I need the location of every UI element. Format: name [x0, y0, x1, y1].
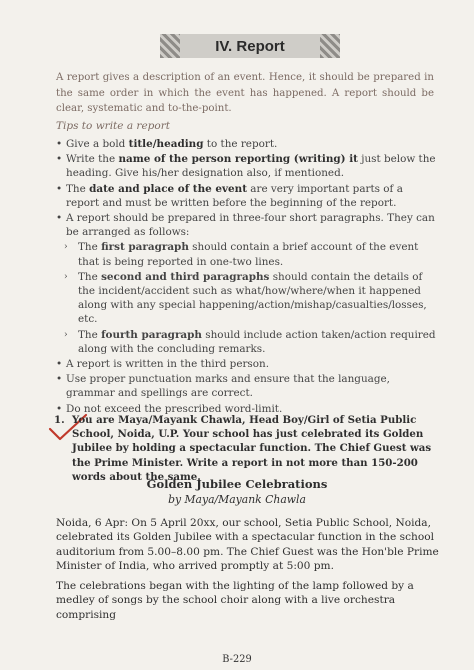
tip-item: • A report is written in the third person. — [56, 357, 438, 371]
tip-subitem: › The first paragraph should contain a brief account of the event that is being reported in one-two lines. — [64, 241, 419, 268]
tip-subitem: › The second and third paragraphs should contain the details of the incident/accident such as what/how/where/when it happened along with any special happening/action/mishap/casualties/losses, etc. — [64, 270, 427, 326]
tips-heading: Tips to write a report — [56, 120, 170, 132]
tip-item: • The date and place of the event are very important parts of a report and must be written before the beginning of the report. — [56, 182, 438, 210]
tip-subitem: › The fourth paragraph should include action taken/action required along with the concluding remarks. — [64, 328, 436, 355]
report-paragraph: The celebrations began with the lighting of the lamp followed by a medley of songs by the school choir along with a live orchestra comprising — [56, 580, 414, 621]
report-byline: by Maya/Mayank Chawla — [168, 493, 306, 506]
report-body — [56, 516, 440, 628]
section-banner — [160, 34, 340, 58]
tip-item: • Do not exceed the prescribed word-limit. — [56, 402, 438, 416]
tip-item: • Write the name of the person reporting (writing) it just below the heading. Give his/her designation also, if mentioned. — [56, 152, 438, 180]
section-title: IV. Report — [215, 37, 285, 55]
arrow-icon: › — [64, 242, 68, 253]
report-title: Golden Jubilee Celebrations — [146, 477, 328, 491]
page-number: B-229 — [222, 654, 252, 665]
question-text: You are Maya/Mayank Chawla, Head Boy/Girl of Setia Public School, Noida, U.P. Your school has just celebrated its Golden Jubilee by holding a spectacular function. The Chief Guest was the Prime Minister. Write a report in not more than 150-200 words about the same. — [72, 414, 432, 483]
tip-item: • Give a bold title/heading to the report. — [56, 137, 438, 151]
intro-paragraph: A report gives a description of an event. Hence, it should be prepared in the same order in which the event has happened. A report should be clear, systematic and to-the-point. — [56, 72, 434, 114]
tip-item: • Use proper punctuation marks and ensure that the language, grammar and spellings are correct. — [56, 372, 438, 400]
tip-item: • A report should be prepared in three-four short paragraphs. They can be arranged as follows: — [56, 211, 438, 239]
arrow-icon: › — [64, 271, 68, 282]
report-paragraph: Noida, 6 Apr: On 5 April 20xx, our school, Setia Public School, Noida, celebrated its Golden Jubilee with a spectacular function in the school auditorium from 5.00–8.00 pm. The Chief Guest was the Hon'ble Prime Minister of India, who arrived promptly at 5:00 pm. — [56, 517, 439, 572]
arrow-icon: › — [64, 329, 68, 340]
question-number: 1. — [54, 414, 65, 426]
question-block — [56, 413, 440, 484]
tips-list — [56, 137, 438, 417]
